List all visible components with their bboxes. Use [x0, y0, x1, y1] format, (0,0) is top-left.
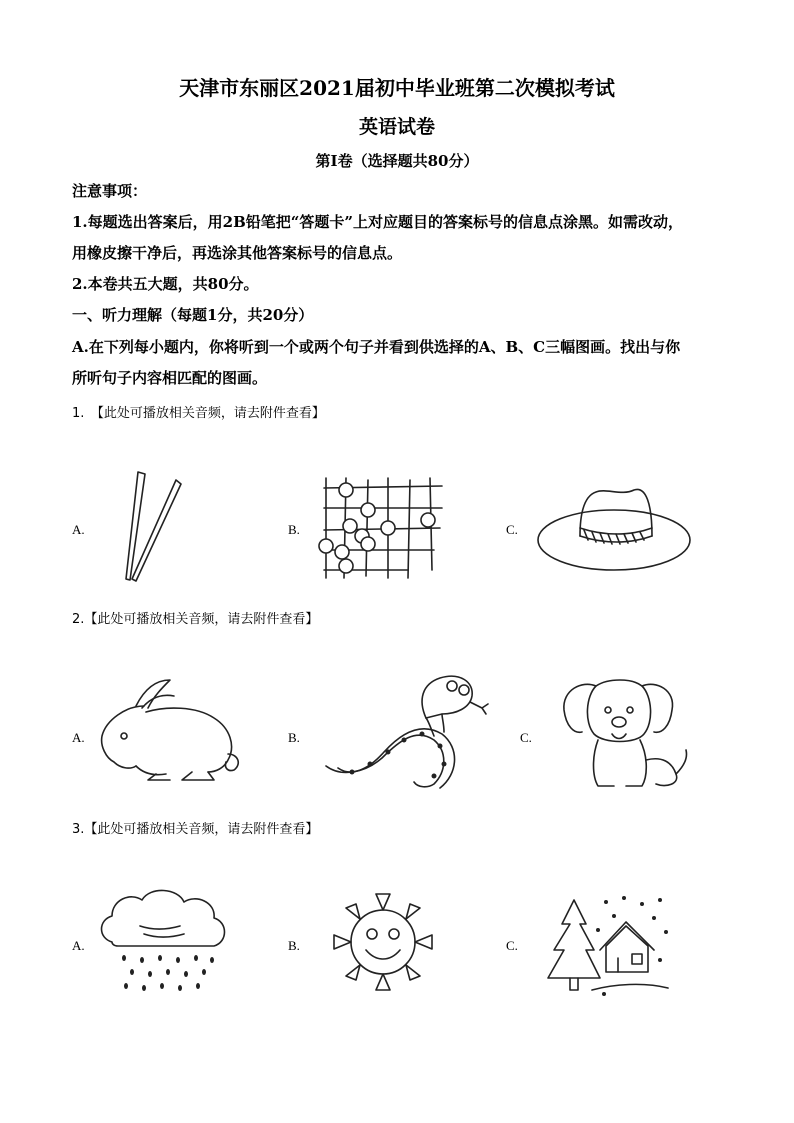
question-1-option-a-label[interactable]: A.	[72, 522, 85, 537]
notes-item-1-line-1: 1.每题选出答案后，用2B铅笔把“答题卡”上对应题目的答案标号的信息点涂黑。如需改动，	[72, 213, 684, 231]
exam-title: 天津市东丽区2021届初中毕业班第二次模拟考试	[179, 76, 615, 100]
exam-subject: 英语试卷	[358, 116, 435, 138]
exam-volume: 第I卷（选择题共80分）	[315, 152, 479, 170]
chopsticks-icon	[118, 468, 188, 586]
question-1-prompt[interactable]: 1. 【此处可播放相关音频，请去附件查看】	[72, 406, 325, 421]
question-3-option-c-label[interactable]: C.	[506, 938, 518, 953]
notes-heading: 注意事项：	[72, 182, 148, 200]
question-3-prompt[interactable]: 3.【此处可播放相关音频，请去附件查看】	[72, 822, 319, 837]
question-2-prompt[interactable]: 2.【此处可播放相关音频，请去附件查看】	[72, 612, 319, 627]
chinese-chess-icon	[318, 474, 452, 582]
question-2-option-b-label[interactable]: B.	[288, 730, 300, 745]
snake-icon	[322, 668, 492, 792]
question-1-option-b-label[interactable]: B.	[288, 522, 300, 537]
question-3-option-a-label[interactable]: A.	[72, 938, 85, 953]
question-3-option-b-label[interactable]: B.	[288, 938, 300, 953]
rain-cloud-icon	[96, 888, 230, 1000]
section-title: 一、听力理解（每题1分，共20分）	[72, 306, 314, 324]
section-instruction-line-1: A.在下列每小题内，你将听到一个或两个句子并看到供选择的A、B、C三幅图画。找出与你	[72, 338, 681, 356]
question-2-option-a-label[interactable]: A.	[72, 730, 85, 745]
notes-item-1-line-2: 用橡皮擦干净后，再选涂其他答案标号的信息点。	[72, 244, 403, 262]
question-2-option-c-label[interactable]: C.	[520, 730, 532, 745]
question-1-option-c-label[interactable]: C.	[506, 522, 518, 537]
hat-icon	[534, 484, 696, 580]
notes-item-2: 2.本卷共五大题，共80分。	[72, 275, 259, 293]
section-instruction-line-2: 所听句子内容相匹配的图画。	[72, 369, 268, 387]
dog-icon	[552, 676, 692, 792]
snow-scene-icon	[544, 890, 674, 1002]
rabbit-icon	[96, 676, 244, 784]
sun-icon	[320, 882, 446, 1002]
